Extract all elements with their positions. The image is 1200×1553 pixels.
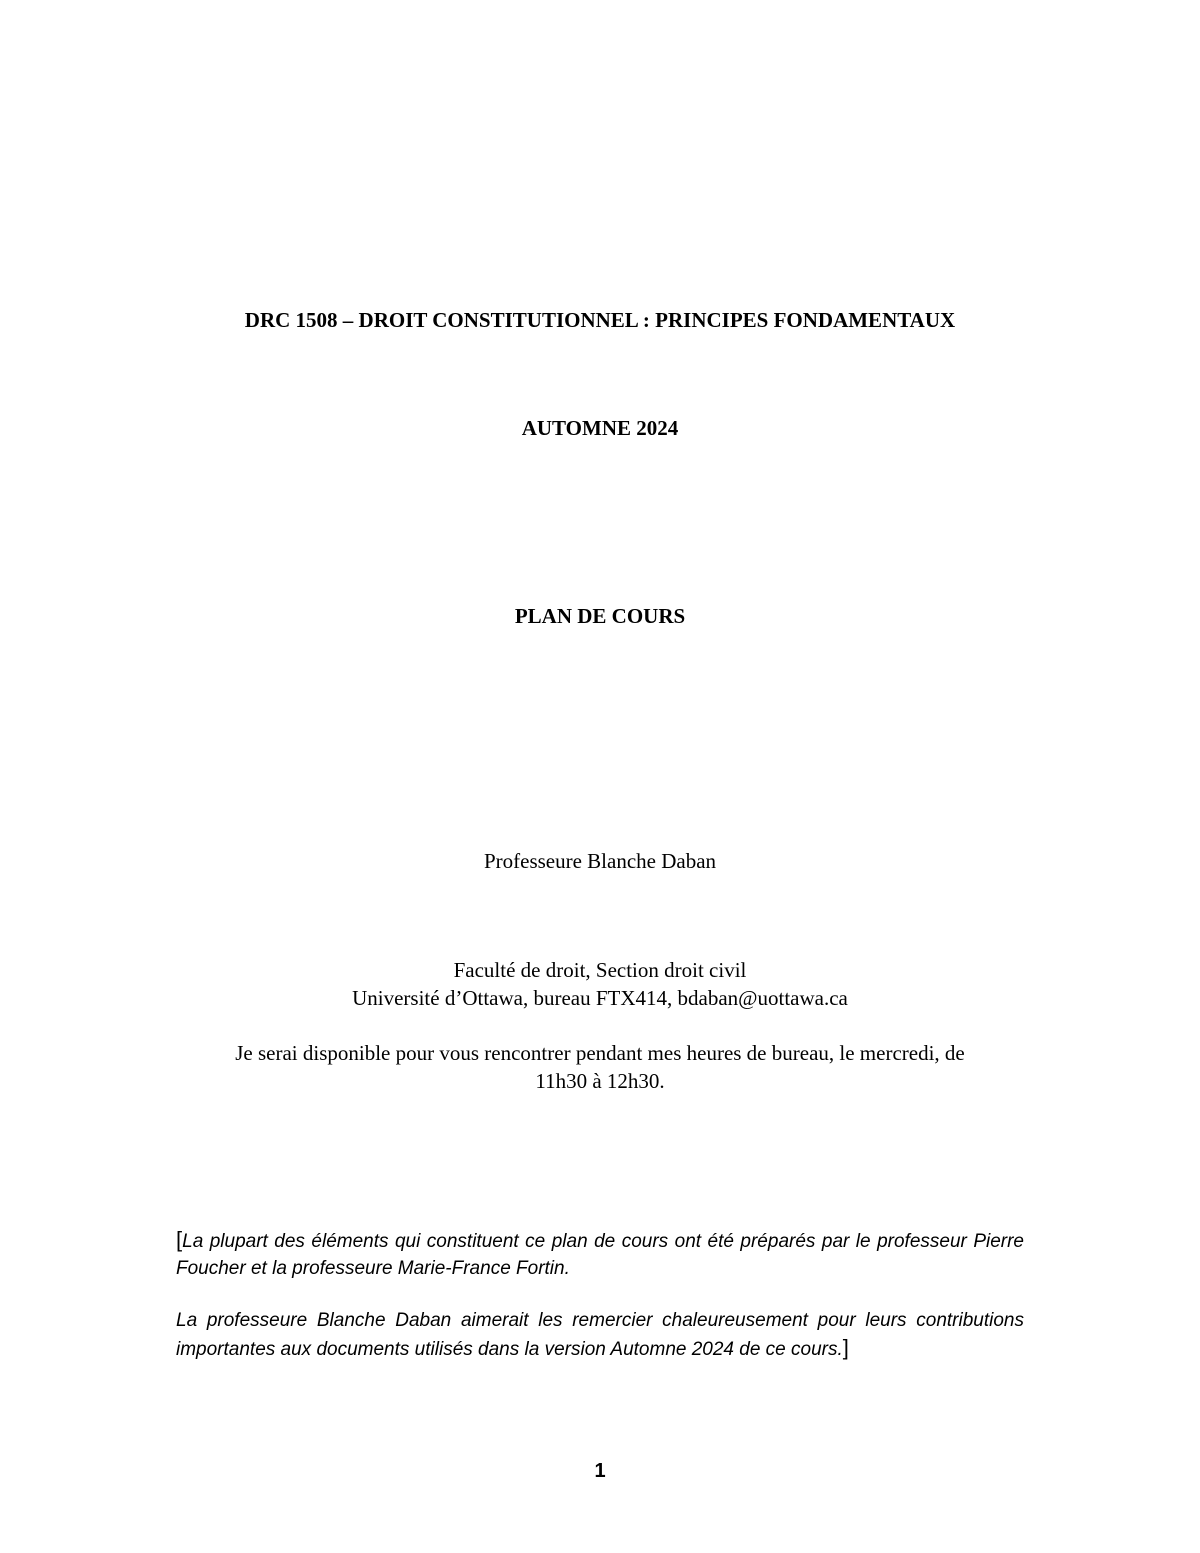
faculty-line: Faculté de droit, Section droit civil	[453, 958, 747, 982]
credits-paragraph-2	[176, 1307, 1024, 1363]
office-hours-line-2: 11h30 à 12h30.	[535, 1069, 665, 1093]
office-hours	[170, 1039, 1030, 1095]
course-term: AUTOMNE 2024	[521, 416, 679, 440]
credits-paragraph-1	[176, 1226, 1024, 1282]
document-type-heading: PLAN DE COURS	[514, 604, 686, 628]
affiliation-block	[0, 956, 1200, 1012]
office-hours-line-1: Je serai disponible pour vous rencontrer pendant mes heures de bureau, le mercredi, de	[235, 1041, 965, 1065]
course-title: DRC 1508 – DROIT CONSTITUTIONNEL : PRINCIPES FONDAMENTAUX	[244, 308, 956, 332]
credits-open-bracket: [	[176, 1227, 183, 1252]
credits-close-bracket: ]	[842, 1335, 849, 1360]
professor-name: Professeure Blanche Daban	[483, 849, 717, 873]
credits-paragraph-1-text: La plupart des éléments qui constituent ce plan de cours ont été préparés par le professeur Pierre Foucher et la professeure Marie-France Fortin.	[176, 1231, 1024, 1279]
university-office-email-line: Université d’Ottawa, bureau FTX414, bdaban@uottawa.ca	[352, 986, 848, 1010]
credits-paragraph-2-text: La professeure Blanche Daban aimerait les remercier chaleureusement pour leurs contributions importantes aux documents utilisés dans la version Automne 2024 de ce cours.	[176, 1310, 1024, 1360]
page-number: 1	[594, 1460, 606, 1482]
